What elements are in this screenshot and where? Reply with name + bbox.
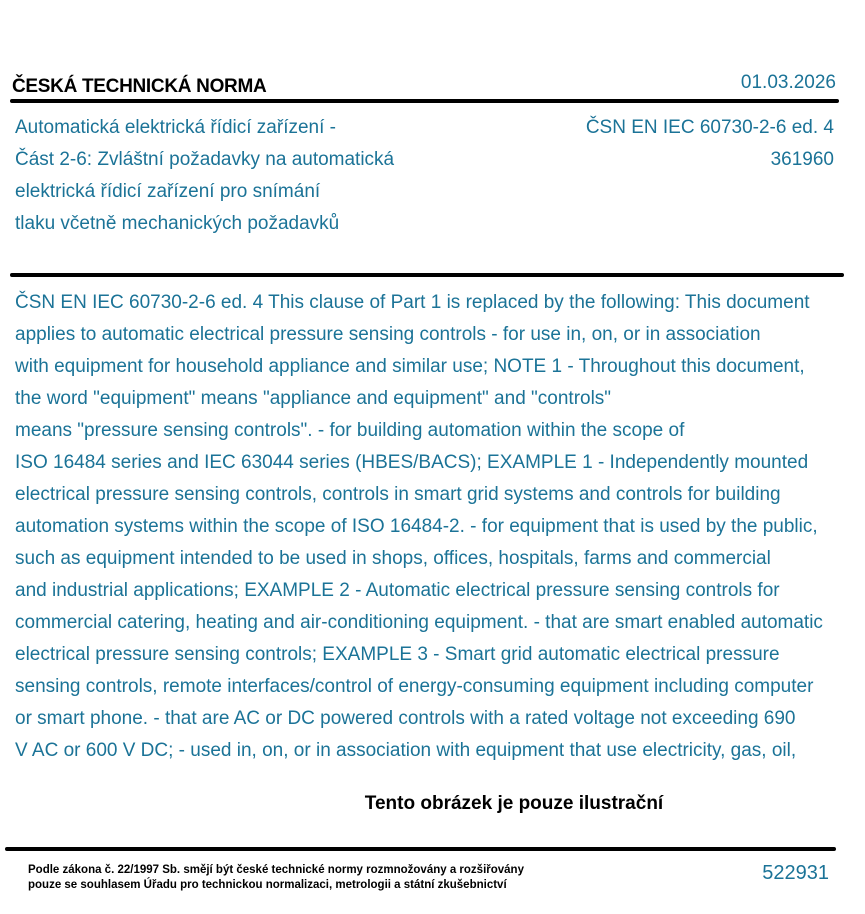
title-line: elektrická řídicí zařízení pro snímání — [15, 181, 321, 202]
title-line: Automatická elektrická řídicí zařízení - — [15, 117, 336, 138]
body-line: applies to automatic electrical pressure sensing controls - for use in, on, or in association — [15, 324, 761, 345]
body-line: with equipment for household appliance and similar use; NOTE 1 - Throughout this document, — [15, 356, 805, 377]
header-title: ČESKÁ TECHNICKÁ NORMA — [12, 76, 267, 97]
title-line: tlaku včetně mechanických požadavků — [15, 213, 340, 234]
body-line: electrical pressure sensing controls; EXAMPLE 3 - Smart grid automatic electrical pressure — [15, 644, 780, 665]
body-line: and industrial applications; EXAMPLE 2 - Automatic electrical pressure sensing controls for — [15, 580, 780, 601]
body-line: automation systems within the scope of ISO 16484-2. - for equipment that is used by the public, — [15, 516, 818, 537]
body-line: ISO 16484 series and IEC 63044 series (HBES/BACS); EXAMPLE 1 - Independently mounted — [15, 452, 809, 473]
body-line: commercial catering, heating and air-conditioning equipment. - that are smart enabled automatic — [15, 612, 823, 633]
illustration-caption: Tento obrázek je pouze ilustrační — [364, 793, 664, 814]
body-line: electrical pressure sensing controls, controls in smart grid systems and controls for building — [15, 484, 781, 505]
body-line: V AC or 600 V DC; - used in, on, or in association with equipment that use electricity, gas, oil, — [15, 740, 797, 761]
copyright-notice-line: Podle zákona č. 22/1997 Sb. smějí být české technické normy rozmnožovány a rozšiřovány — [28, 864, 524, 876]
footer-divider — [5, 847, 836, 851]
body-line: such as equipment intended to be used in shops, offices, hospitals, farms and commercial — [15, 548, 771, 569]
body-line: ČSN EN IEC 60730-2-6 ed. 4 This clause of Part 1 is replaced by the following: This document — [15, 292, 810, 313]
document-number: 522931 — [762, 862, 829, 884]
title-line: Část 2-6: Zvláštní požadavky na automatická — [15, 149, 395, 170]
body-line: means "pressure sensing controls". - for building automation within the scope of — [15, 420, 685, 441]
body-line: the word "equipment" means "appliance and equipment" and "controls" — [15, 388, 612, 409]
header-date: 01.03.2026 — [740, 72, 836, 93]
header-divider — [10, 99, 839, 103]
class-number: 361960 — [770, 149, 834, 170]
body-line: or smart phone. - that are AC or DC powered controls with a rated voltage not exceeding 690 — [15, 708, 796, 729]
standard-id: ČSN EN IEC 60730-2-6 ed. 4 — [585, 117, 834, 138]
section-divider — [10, 273, 844, 277]
body-line: sensing controls, remote interfaces/control of energy-consuming equipment including computer — [15, 676, 814, 697]
copyright-notice-line: pouze se souhlasem Úřadu pro technickou normalizaci, metrologii a státní zkušebnictví — [28, 879, 507, 891]
